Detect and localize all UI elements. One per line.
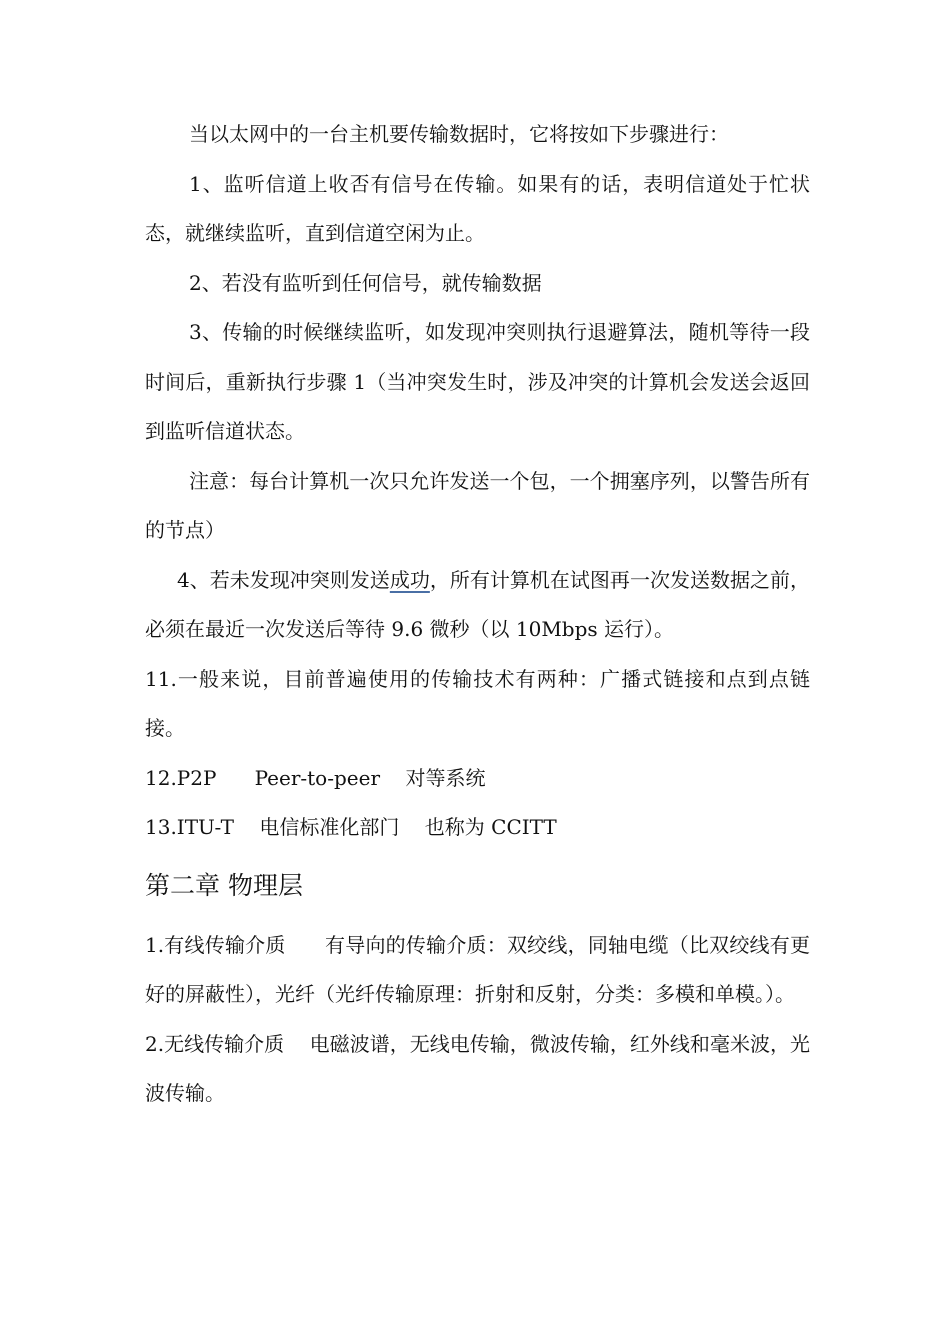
paragraph-item-12: 12.P2P Peer-to-peer 对等系统 [145,765,486,790]
paragraph-item-11: 11.一般来说，目前普遍使用的传输技术有两种：广播式链接和点到点链接。 [145,666,810,740]
paragraph-item-13: 13.ITU-T 电信标准化部门 也称为 CCITT [145,815,557,839]
paragraph-intro: 当以太网中的一台主机要传输数据时，它将按如下步骤进行： [189,122,729,146]
paragraph-note: 注意：每台计算机一次只允许发送一个包，一个拥塞序列，以警告所有的节点） [145,468,810,542]
step-4-text-pre: 4、若未发现冲突则发送 [177,567,390,592]
paragraph-step-4 [145,556,810,655]
chapter-heading: 第二章 物理层 [145,870,303,900]
step-4-text-underlined: 成功 [389,567,430,592]
document-page [145,110,810,1119]
paragraph-step-2: 2、若没有监听到任何信号，就传输数据 [189,270,542,295]
paragraph-step-3: 3、传输的时候继续监听，如发现冲突则执行退避算法，随机等待一段时间后，重新执行步骤 1（当冲突发生时，涉及冲突的计算机会发送会返回到监听信道状态。 [145,320,810,443]
step-4-text-post: ，所有计算机在试图再一次发送数据之前，必须在最近一次发送后等待 9.6 微秒（以 10Mbps 运行）。 [145,567,811,641]
paragraph-step-1: 1、监听信道上收否有信号在传输。如果有的话，表明信道处于忙状态，就继续监听，直到信道空闲为止。 [145,171,810,245]
paragraph-wireless-media: 2.无线传输介质 电磁波谱，无线电传输，微波传输，红外线和毫米波，光波传输。 [145,1031,810,1105]
paragraph-wired-media: 1.有线传输介质 有导向的传输介质：双绞线，同轴电缆（比双绞线有更好的屏蔽性），光纤（光纤传输原理：折射和反射，分类：多模和单模。）。 [145,932,810,1006]
